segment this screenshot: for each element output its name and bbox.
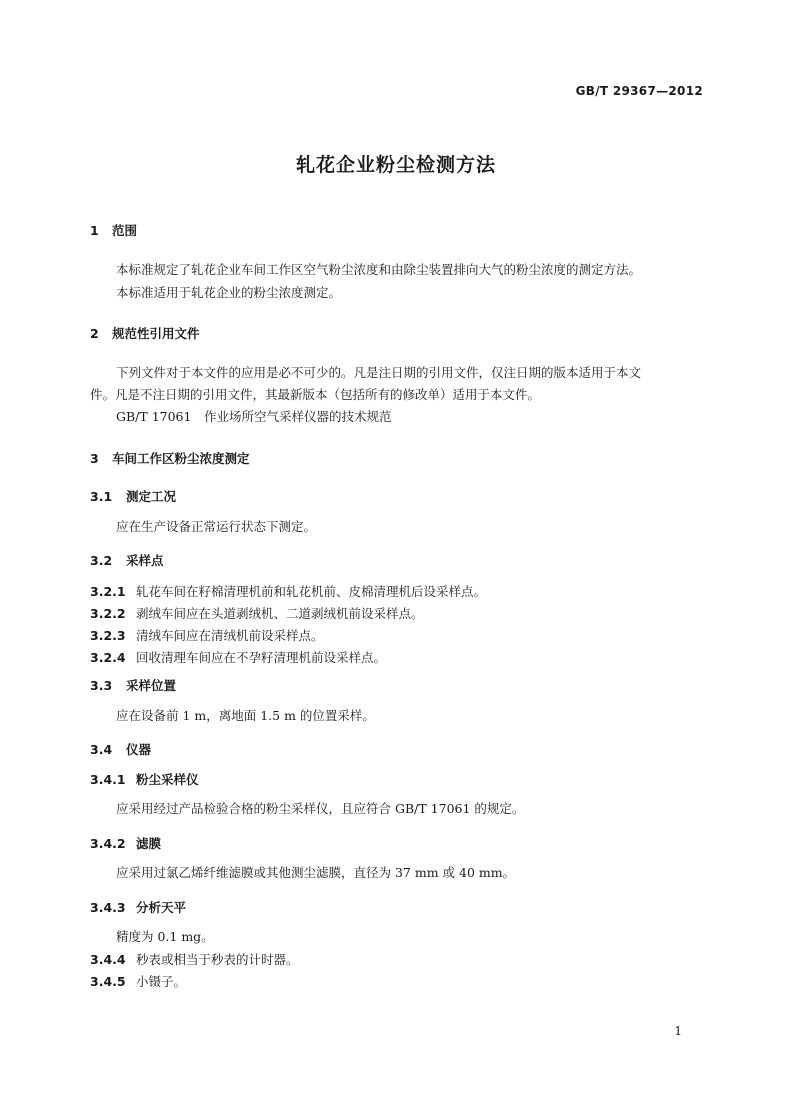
clause-title: 滤膜 <box>136 836 162 851</box>
clause-3-4-1-heading <box>90 770 199 788</box>
clause-number: 3.4.3 <box>90 900 126 915</box>
clause-number: 3.4.4 <box>90 952 126 967</box>
clause-3-3-heading <box>90 676 176 694</box>
clause-number: 3.1 <box>90 489 113 504</box>
clause-title: 仪器 <box>126 742 152 757</box>
clause-text: 轧花车间在籽棉清理机前和轧花机前、皮棉清理机后设采样点。 <box>136 584 487 599</box>
clause-3-2-heading <box>90 551 164 569</box>
section-title: 规范性引用文件 <box>112 326 200 341</box>
clause-title: 测定工况 <box>126 489 177 504</box>
paragraph: 应采用过氯乙烯纤维滤膜或其他测尘滤膜，直径为 37 mm 或 40 mm。 <box>116 865 516 880</box>
paragraph: 本标准适用于轧花企业的粉尘浓度测定。 <box>116 285 342 300</box>
normative-reference: GB/T 17061 作业场所空气采样仪器的技术规范 <box>116 409 392 424</box>
clause-number: 3.2.4 <box>90 650 126 665</box>
section-title: 范围 <box>112 223 138 238</box>
clause-item <box>90 972 186 990</box>
clause-number: 3.2.3 <box>90 628 126 643</box>
clause-3-4-3-heading <box>90 898 186 916</box>
clause-text: 清绒车间应在清绒机前设采样点。 <box>136 628 324 643</box>
clause-text: 小镊子。 <box>136 974 187 989</box>
clause-item <box>90 582 486 600</box>
document-title: 轧花企业粉尘检测方法 <box>295 154 496 176</box>
paragraph: 应在设备前 1 m，离地面 1.5 m 的位置采样。 <box>116 708 375 723</box>
clause-title: 采样位置 <box>126 678 177 693</box>
section-number: 1 <box>90 223 99 238</box>
section-number: 2 <box>90 326 99 341</box>
section-1-heading <box>90 221 137 239</box>
clause-title: 粉尘采样仪 <box>136 772 199 787</box>
section-number: 3 <box>90 451 99 466</box>
paragraph: 件。凡是不注日期的引用文件，其最新版本（包括所有的修改单）适用于本文件。 <box>90 387 541 402</box>
section-title: 车间工作区粉尘浓度测定 <box>112 451 250 466</box>
clause-3-4-2-heading <box>90 834 161 852</box>
clause-text: 剥绒车间应在头道剥绒机、二道剥绒机前设采样点。 <box>136 606 424 621</box>
clause-number: 3.4.5 <box>90 974 126 989</box>
section-3-heading <box>90 449 250 467</box>
clause-title: 分析天平 <box>136 900 187 915</box>
clause-number: 3.4 <box>90 742 113 757</box>
clause-number: 3.2 <box>90 553 113 568</box>
clause-number: 3.2.2 <box>90 606 126 621</box>
section-2-heading <box>90 324 200 342</box>
clause-number: 3.4.1 <box>90 772 126 787</box>
paragraph: 精度为 0.1 mg。 <box>116 929 214 944</box>
clause-number: 3.2.1 <box>90 584 126 599</box>
clause-3-1-heading <box>90 487 176 505</box>
standard-code: GB/T 29367—2012 <box>575 84 703 98</box>
clause-item <box>90 626 324 644</box>
paragraph: 应在生产设备正常运行状态下测定。 <box>116 519 317 534</box>
clause-text: 秒表或相当于秒表的计时器。 <box>136 952 299 967</box>
clause-item <box>90 950 299 968</box>
clause-text: 回收清理车间应在不孕籽清理机前设采样点。 <box>136 650 387 665</box>
clause-title: 采样点 <box>126 553 164 568</box>
paragraph: 下列文件对于本文件的应用是必不可少的。凡是注日期的引用文件，仅注日期的版本适用于本文 <box>116 365 642 380</box>
paragraph: 本标准规定了轧花企业车间工作区空气粉尘浓度和由除尘装置排向大气的粉尘浓度的测定方法。 <box>116 262 642 277</box>
page-number: 1 <box>674 1024 682 1038</box>
clause-3-4-heading <box>90 740 151 758</box>
clause-item <box>90 604 424 622</box>
clause-item <box>90 648 386 666</box>
paragraph: 应采用经过产品检验合格的粉尘采样仪，且应符合 GB/T 17061 的规定。 <box>116 801 525 816</box>
clause-number: 3.3 <box>90 678 113 693</box>
clause-number: 3.4.2 <box>90 836 126 851</box>
